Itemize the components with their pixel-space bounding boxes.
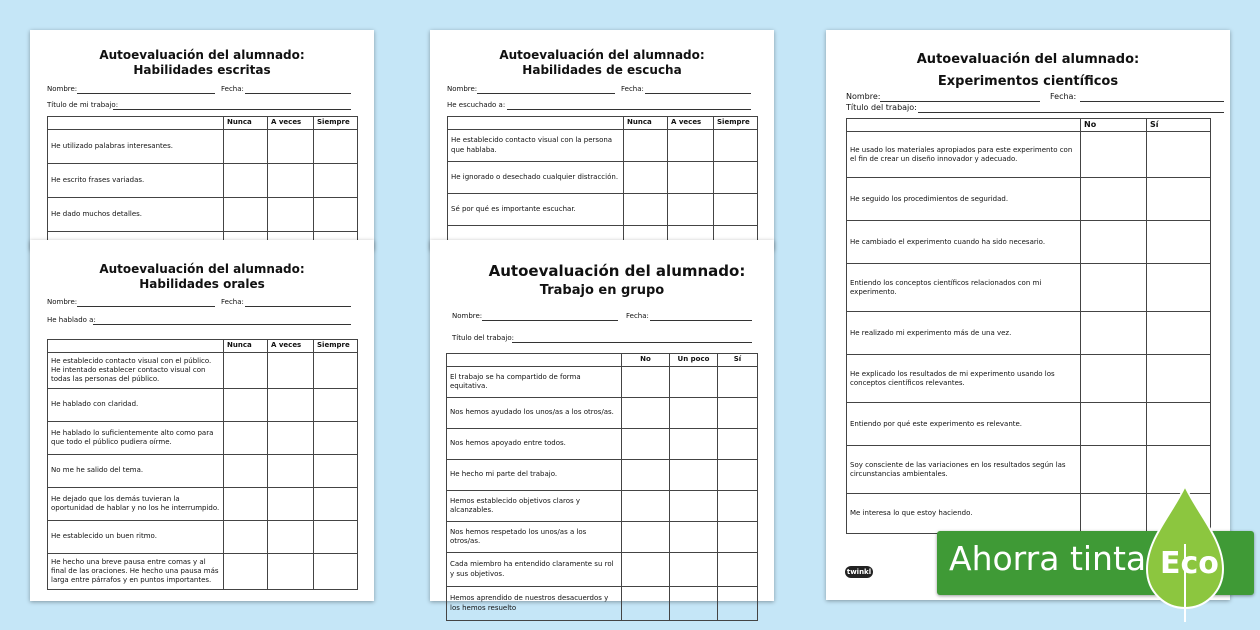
check-cell[interactable] (624, 194, 668, 226)
row-statement: Entiendo por qué este experimento es relevante. (847, 403, 1081, 446)
table-header (48, 117, 358, 130)
header-col: No (622, 354, 670, 367)
check-cell[interactable] (1147, 178, 1211, 221)
check-cell[interactable] (622, 491, 670, 522)
header-col: A veces (668, 117, 714, 130)
check-cell[interactable] (718, 587, 758, 621)
date-label: Fecha: (221, 298, 244, 306)
name-label: Nombre: (452, 312, 483, 320)
table-row (447, 522, 758, 553)
check-cell[interactable] (714, 130, 758, 162)
sheet-trabajo-en-grupo (430, 240, 774, 612)
check-cell[interactable] (224, 353, 268, 389)
row-statement: Nos hemos respetado los unos/as a los otros/as. (447, 522, 622, 553)
check-cell[interactable] (224, 455, 268, 488)
header-col: Nunca (224, 117, 268, 130)
eco-banner-text: Ahorra tinta (949, 539, 1147, 578)
header-col: Nunca (224, 340, 268, 353)
check-cell[interactable] (624, 130, 668, 162)
sheet-title (430, 262, 774, 299)
row-statement: Hemos aprendido de nuestros desacuerdos y los hemos resuelto (447, 587, 622, 621)
check-cell[interactable] (1147, 403, 1211, 446)
table-row (48, 353, 358, 389)
date-line (245, 306, 351, 307)
row-statement: Me interesa lo que estoy haciendo. (847, 494, 1081, 534)
check-cell[interactable] (268, 554, 314, 590)
header-item (48, 340, 224, 353)
check-cell[interactable] (670, 398, 718, 429)
check-cell[interactable] (670, 491, 718, 522)
check-cell[interactable] (714, 162, 758, 194)
work-line (113, 109, 351, 110)
check-cell[interactable] (718, 367, 758, 398)
work-line (507, 109, 751, 110)
name-label: Nombre: (447, 85, 478, 93)
title-line-2: Habilidades orales (139, 277, 265, 291)
check-cell[interactable] (718, 398, 758, 429)
table-row (447, 553, 758, 587)
check-cell[interactable] (224, 422, 268, 455)
title-line-2: Trabajo en grupo (539, 282, 665, 298)
row-statement: El trabajo se ha compartido de forma equitativa. (447, 367, 622, 398)
check-cell[interactable] (224, 521, 268, 554)
row-statement: He seguido los procedimientos de seguridad. (847, 178, 1081, 221)
check-cell[interactable] (268, 455, 314, 488)
row-statement: He explicado los resultados de mi experimento usando los conceptos científicos relevantes. (847, 355, 1081, 403)
check-cell[interactable] (1147, 312, 1211, 355)
header-col: Sí (1147, 119, 1211, 132)
work-label: Título del trabajo: (846, 103, 917, 112)
header-col: No (1081, 119, 1147, 132)
name-line (482, 320, 618, 321)
table-row (847, 221, 1211, 264)
header-col: Siempre (314, 117, 358, 130)
eco-label: Eco (1160, 546, 1219, 581)
header-col: Un poco (670, 354, 718, 367)
check-cell[interactable] (714, 194, 758, 226)
row-statement: He cambiado el experimento cuando ha sido necesario. (847, 221, 1081, 264)
check-cell[interactable] (1081, 446, 1147, 494)
check-cell[interactable] (1081, 178, 1147, 221)
assessment-table (47, 339, 358, 590)
date-label: Fecha: (1050, 92, 1077, 101)
check-cell[interactable] (224, 164, 268, 198)
table-row (447, 429, 758, 460)
assessment-table (447, 116, 758, 258)
table-header (447, 354, 758, 367)
work-label: Título del trabajo: (452, 334, 515, 342)
check-cell[interactable] (1147, 355, 1211, 403)
table-row (847, 403, 1211, 446)
header-col: Siempre (714, 117, 758, 130)
table-row (447, 398, 758, 429)
title-line-2: Experimentos científicos (937, 74, 1119, 90)
date-line (650, 320, 752, 321)
name-line (477, 93, 615, 94)
check-cell[interactable] (670, 367, 718, 398)
header-item (847, 119, 1081, 132)
assessment-table (846, 118, 1211, 534)
title-line-1: Autoevaluación del alumnado: (916, 52, 1140, 67)
table-row (448, 130, 758, 162)
table-row (448, 194, 758, 226)
sheet-title (30, 262, 374, 292)
date-line (245, 93, 351, 94)
header-col: Sí (718, 354, 758, 367)
table-row (48, 389, 358, 422)
check-cell[interactable] (622, 587, 670, 621)
check-cell[interactable] (314, 130, 358, 164)
table-row (847, 312, 1211, 355)
table-row (447, 491, 758, 522)
table-row (847, 264, 1211, 312)
title-line-2: Habilidades de escucha (522, 63, 682, 77)
check-cell[interactable] (268, 164, 314, 198)
work-label: Título de mi trabajo: (47, 101, 119, 109)
check-cell[interactable] (1081, 221, 1147, 264)
date-label: Fecha: (626, 312, 649, 320)
check-cell[interactable] (314, 455, 358, 488)
name-label: Nombre: (47, 85, 78, 93)
table-row (847, 178, 1211, 221)
sheet-habilidades-escritas (30, 30, 374, 250)
check-cell[interactable] (268, 521, 314, 554)
header-item (48, 117, 224, 130)
table-row (448, 162, 758, 194)
row-statement: He hablado lo suficientemente alto como para que todo el público pudiera oírme. (48, 422, 224, 455)
table-row (48, 198, 358, 232)
check-cell[interactable] (224, 488, 268, 521)
check-cell[interactable] (718, 491, 758, 522)
check-cell[interactable] (1147, 132, 1211, 178)
row-statement: He ignorado o desechado cualquier distracción. (448, 162, 624, 194)
name-line (880, 101, 1040, 102)
check-cell[interactable] (670, 429, 718, 460)
table-row (847, 132, 1211, 178)
row-statement: Soy consciente de las variaciones en los resultados según las circunstancias ambientales. (847, 446, 1081, 494)
name-label: Nombre: (846, 92, 881, 101)
check-cell[interactable] (268, 389, 314, 422)
work-line (512, 342, 752, 343)
check-cell[interactable] (1081, 264, 1147, 312)
check-cell[interactable] (1081, 132, 1147, 178)
table-row (48, 554, 358, 590)
work-label: He hablado a: (47, 316, 96, 324)
table-row (48, 130, 358, 164)
check-cell[interactable] (224, 198, 268, 232)
check-cell[interactable] (622, 522, 670, 553)
title-line-1: Autoevaluación del alumnado: (488, 262, 746, 280)
check-cell[interactable] (718, 460, 758, 491)
check-cell[interactable] (668, 194, 714, 226)
date-label: Fecha: (221, 85, 244, 93)
check-cell[interactable] (268, 130, 314, 164)
sheet-title (30, 48, 374, 78)
table-header (448, 117, 758, 130)
check-cell[interactable] (314, 164, 358, 198)
table-header (847, 119, 1211, 132)
check-cell[interactable] (670, 587, 718, 621)
check-cell[interactable] (622, 398, 670, 429)
check-cell[interactable] (268, 353, 314, 389)
table-row (48, 521, 358, 554)
header-col: Siempre (314, 340, 358, 353)
twinkl-logo-icon: twinkl (846, 568, 872, 576)
row-statement: He utilizado palabras interesantes. (48, 130, 224, 164)
check-cell[interactable] (622, 429, 670, 460)
check-cell[interactable] (718, 429, 758, 460)
check-cell[interactable] (718, 553, 758, 587)
row-statement: He usado los materiales apropiados para este experimento con el fin de crear un diseño innovador y adecuado. (847, 132, 1081, 178)
assessment-table (446, 353, 758, 621)
check-cell[interactable] (1081, 355, 1147, 403)
sheet-title (826, 52, 1230, 91)
check-cell[interactable] (314, 488, 358, 521)
check-cell[interactable] (314, 422, 358, 455)
sheet-habilidades-escucha (430, 30, 774, 250)
check-cell[interactable] (622, 460, 670, 491)
table-row (48, 455, 358, 488)
header-item (447, 354, 622, 367)
work-label: He escuchado a: (447, 101, 506, 109)
row-statement: Nos hemos ayudado los unos/as a los otros/as. (447, 398, 622, 429)
table-header (48, 340, 358, 353)
check-cell[interactable] (670, 460, 718, 491)
check-cell[interactable] (268, 422, 314, 455)
work-line (93, 324, 351, 325)
row-statement: Sé por qué es importante escuchar. (448, 194, 624, 226)
check-cell[interactable] (314, 353, 358, 389)
check-cell[interactable] (1081, 312, 1147, 355)
check-cell[interactable] (670, 553, 718, 587)
check-cell[interactable] (268, 488, 314, 521)
name-line (77, 306, 215, 307)
table-row (48, 422, 358, 455)
row-statement: He escrito frases variadas. (48, 164, 224, 198)
row-statement: He establecido un buen ritmo. (48, 521, 224, 554)
row-statement: He establecido contacto visual con la persona que hablaba. (448, 130, 624, 162)
header-col: A veces (268, 340, 314, 353)
check-cell[interactable] (224, 130, 268, 164)
sheet-habilidades-orales (30, 240, 374, 601)
table-row (847, 355, 1211, 403)
work-line (918, 112, 1224, 113)
row-statement: He hecho una breve pausa entre comas y al final de las oraciones. He hecho una pausa más larga entre párrafos y en puntos importantes. (48, 554, 224, 590)
check-cell[interactable] (670, 522, 718, 553)
check-cell[interactable] (622, 367, 670, 398)
row-statement: Hemos establecido objetivos claros y alcanzables. (447, 491, 622, 522)
check-cell[interactable] (1081, 494, 1147, 534)
title-line-1: Autoevaluación del alumnado: (499, 48, 705, 62)
header-item (448, 117, 624, 130)
row-statement: Entiendo los conceptos científicos relacionados con mi experimento. (847, 264, 1081, 312)
check-cell[interactable] (224, 389, 268, 422)
date-line (645, 93, 751, 94)
row-statement: He dejado que los demás tuvieran la oportunidad de hablar y no los he interrumpido. (48, 488, 224, 521)
header-col: Nunca (624, 117, 668, 130)
row-statement: Cada miembro ha entendido claramente su rol y sus objetivos. (447, 553, 622, 587)
table-row (447, 367, 758, 398)
header-col: A veces (268, 117, 314, 130)
date-line (1080, 101, 1224, 102)
check-cell[interactable] (624, 162, 668, 194)
check-cell[interactable] (1147, 264, 1211, 312)
check-cell[interactable] (224, 554, 268, 590)
check-cell[interactable] (1081, 403, 1147, 446)
row-statement: He hablado con claridad. (48, 389, 224, 422)
check-cell[interactable] (268, 198, 314, 232)
row-statement: Nos hemos apoyado entre todos. (447, 429, 622, 460)
table-row (447, 587, 758, 621)
row-statement: He hecho mi parte del trabajo. (447, 460, 622, 491)
check-cell[interactable] (314, 389, 358, 422)
row-statement: No me he salido del tema. (48, 455, 224, 488)
row-statement: He dado muchos detalles. (48, 198, 224, 232)
title-line-1: Autoevaluación del alumnado: (99, 262, 305, 276)
row-statement: He realizado mi experimento más de una vez. (847, 312, 1081, 355)
check-cell[interactable] (668, 130, 714, 162)
sheet-title (430, 48, 774, 78)
name-line (77, 93, 215, 94)
row-statement: He establecido contacto visual con el público. He intentado establecer contacto visual con todas las personas del público. (48, 353, 224, 389)
check-cell[interactable] (622, 553, 670, 587)
table-row (48, 488, 358, 521)
check-cell[interactable] (314, 521, 358, 554)
table-row (447, 460, 758, 491)
check-cell[interactable] (668, 162, 714, 194)
date-label: Fecha: (621, 85, 644, 93)
check-cell[interactable] (1147, 221, 1211, 264)
title-line-1: Autoevaluación del alumnado: (99, 48, 305, 62)
name-label: Nombre: (47, 298, 78, 306)
table-row (48, 164, 358, 198)
check-cell[interactable] (314, 554, 358, 590)
title-line-2: Habilidades escritas (133, 63, 271, 77)
check-cell[interactable] (314, 198, 358, 232)
check-cell[interactable] (718, 522, 758, 553)
